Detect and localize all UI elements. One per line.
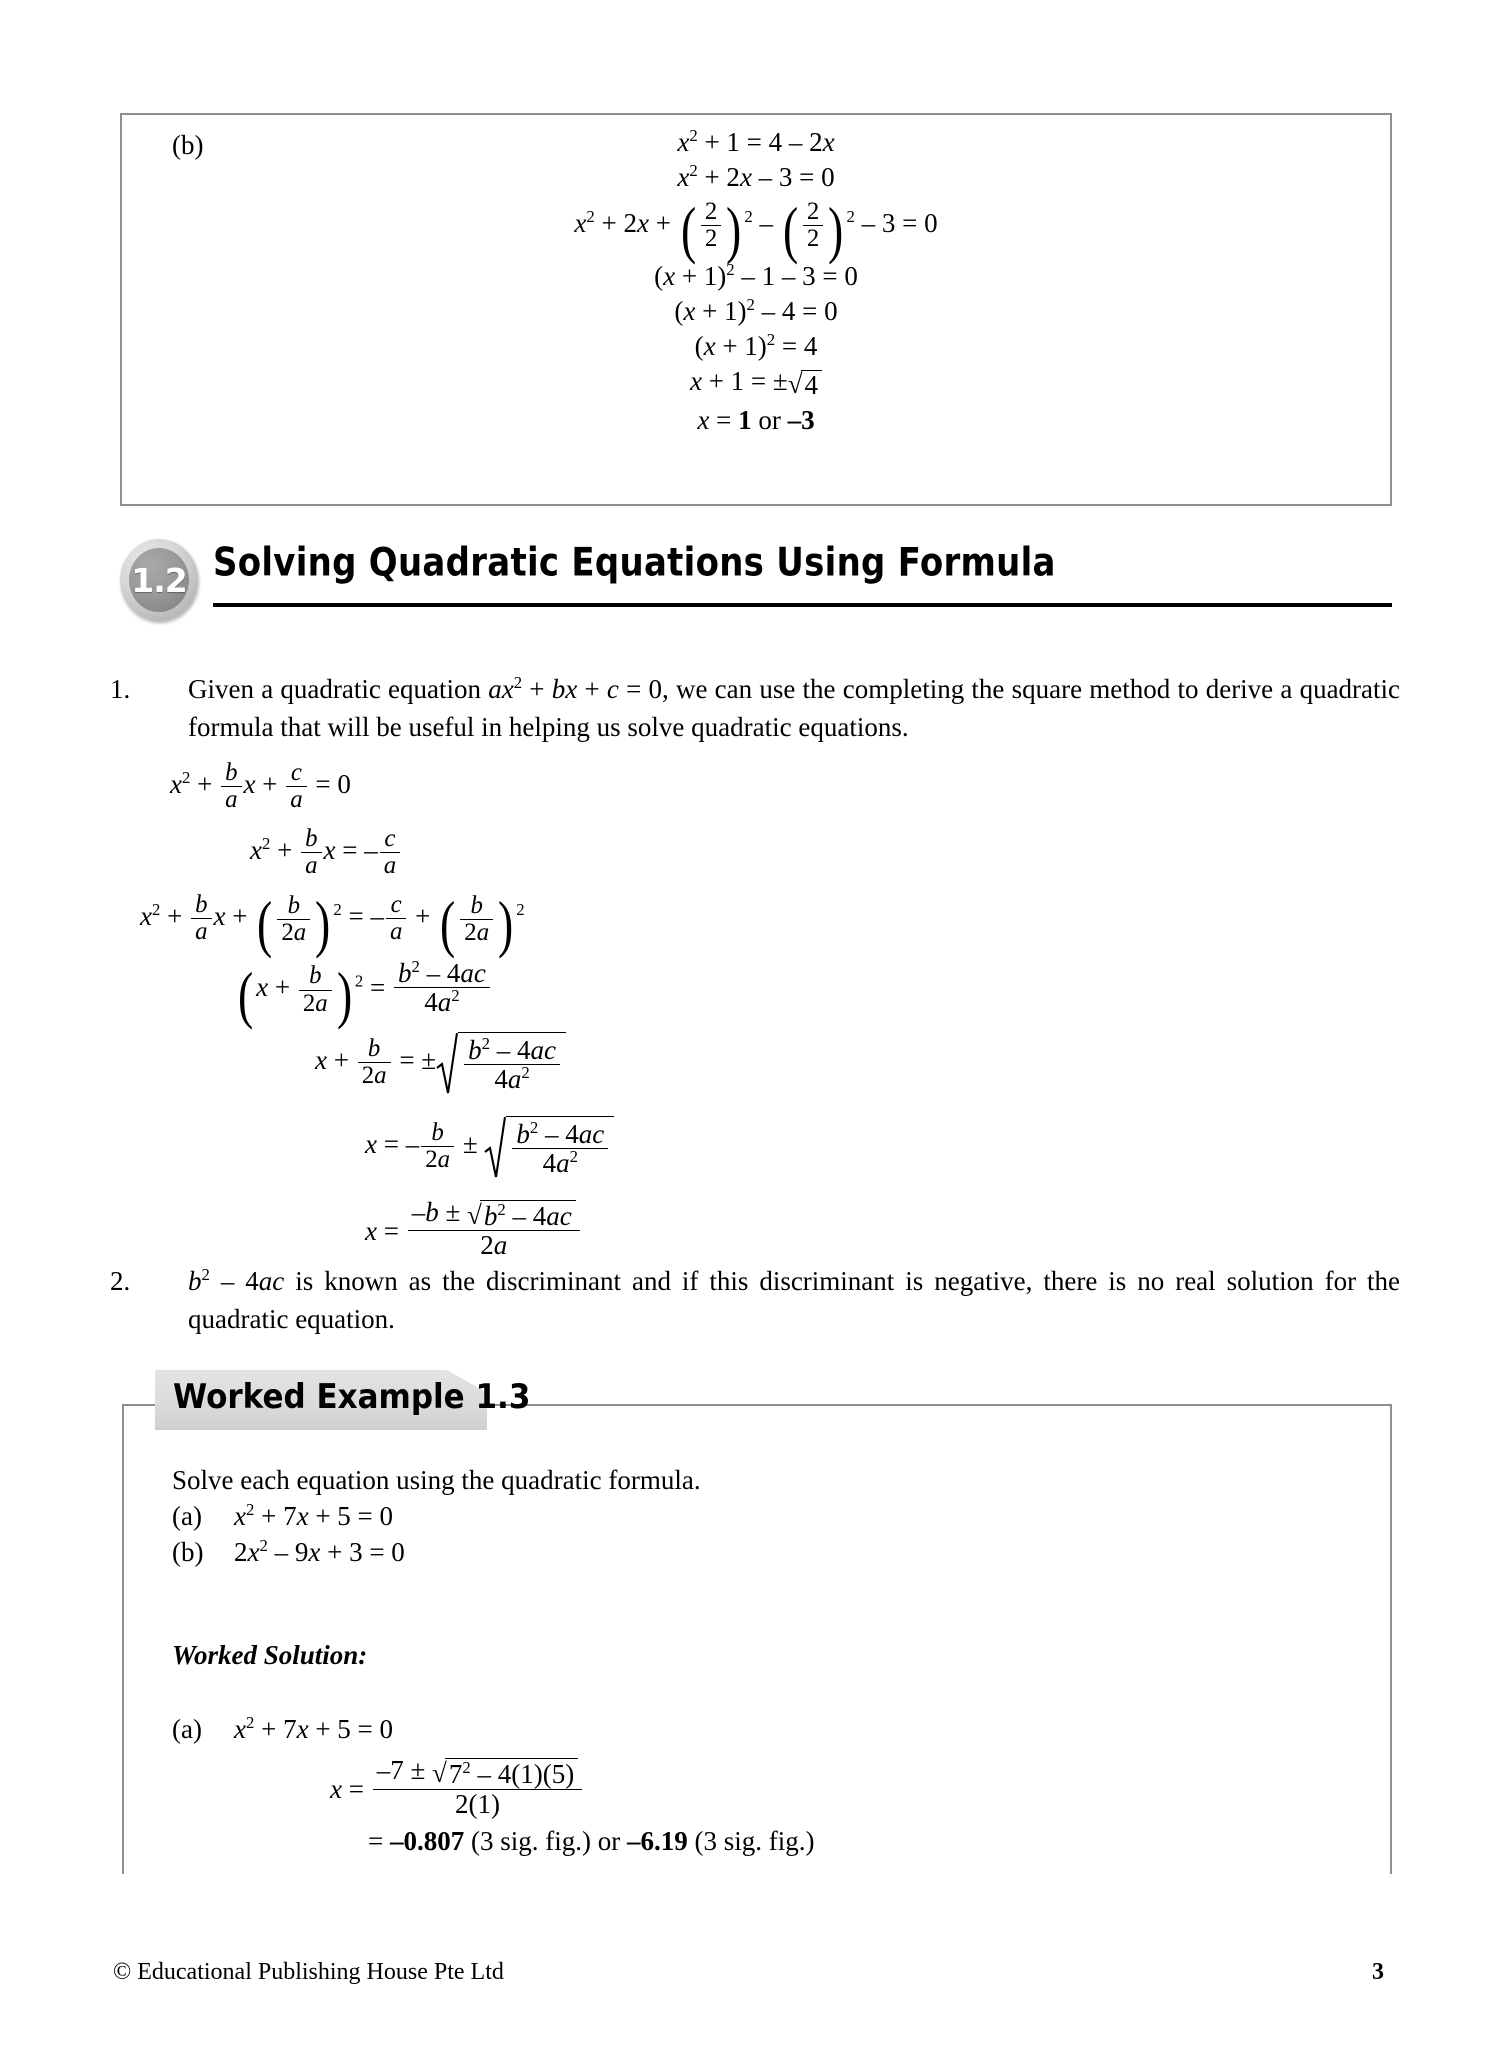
solution-equation: $x^2 + 7x + 5 = 0$ <box>234 1713 394 1744</box>
item-number: 1. <box>110 674 131 704</box>
equation-line: $x^2 + 1 = 4 - 2x$ <box>677 126 835 157</box>
equation-line: x = 1 or –3 <box>697 405 815 436</box>
item-body <box>188 1262 1400 1339</box>
solution-label: (a) <box>172 1714 202 1744</box>
equation-line: $(x + 1)^2 - 1 - 3 = 0$ <box>654 260 858 292</box>
equation-line: $(x + 1)^2 - 4 = 0$ <box>674 295 838 327</box>
worked-example-intro <box>172 1462 701 1571</box>
result-value-1: –0.807 <box>389 1826 465 1856</box>
derivation-line: x = $\frac{-b \pm √b^2 - 4ac}{2a}$ <box>140 1198 900 1260</box>
worked-solution-heading: Worked Solution: <box>172 1640 368 1670</box>
item-text-part2: , we can use the completing the square method to derive a quadratic formula that will be useful in helping us solve quadratic equations. <box>188 674 1401 743</box>
item-text-part2: is known as the discriminant and if this discriminant is negative, there is no real solution for the quadratic equation. <box>188 1266 1401 1335</box>
item-text-part1: Given a quadratic equation <box>188 674 489 704</box>
section-number-label: 1.2 <box>131 560 187 600</box>
worked-example-tab-label: Worked Example 1.3 <box>173 1378 531 1417</box>
section-number-badge <box>120 539 198 621</box>
answer-box-label: (b) <box>172 130 204 160</box>
result-note-2: (3 sig. fig.) <box>687 1826 815 1856</box>
footer-page-number: 3 <box>1372 1959 1384 1985</box>
result-note-1: (3 sig. fig.) or <box>464 1826 627 1856</box>
inline-equation: $b^2 - 4ac$ <box>188 1265 285 1296</box>
equation-line: x + 1 = ±√4 <box>122 368 1390 399</box>
derivation-line: $x^2$ + $\frac{b}{a}$ x + ( $\frac{b}{2a}$ ) $^2$ = – $\frac{c}{a}$ + ( $\frac{b}{2a}$ ) $^2$ <box>140 887 525 959</box>
equation-line: $(x + 1)^2 = 4$ <box>694 330 818 362</box>
derivation-line: x = – $\frac{b}{2a}$ ± $\frac{b^2 - 4ac}{4a^2}$ <box>140 1114 900 1180</box>
derivation-line: $x^2$ + $\frac{b}{a}$ x = – $\frac{c}{a}$ <box>140 826 900 879</box>
worked-example-question-b <box>172 1534 701 1570</box>
worked-example-instruction: Solve each equation using the quadratic formula. <box>172 1465 701 1495</box>
worked-example-question-a <box>172 1498 701 1534</box>
inline-equation: $ax^2$ + bx + c = 0 <box>488 673 663 704</box>
answer-box-equations <box>122 126 1390 442</box>
derivation-line: ( x + $\frac{b}{2a}$ ) $^2$ = $\frac{b^2 - 4ac}{4a^2}$ <box>140 959 900 1017</box>
item-body <box>188 670 1400 747</box>
question-label: (a) <box>172 1501 202 1532</box>
section-rule <box>213 603 1392 607</box>
section-header <box>120 535 1392 625</box>
question-equation: $2x^2 - 9x + 3 = 0$ <box>234 1536 405 1568</box>
question-label: (b) <box>172 1537 204 1568</box>
result-value-2: –6.19 <box>626 1826 688 1856</box>
equation-line: $x^2 + 2x$ + ( $\frac{2}{2}$ ) $^2$ – ( $\frac{2}{2}$ ) $^2$ – 3 = 0 <box>574 194 938 266</box>
derivation-equations <box>140 760 900 1273</box>
worked-solution-a-result <box>368 1826 814 1857</box>
question-equation: $x^2 + 7x + 5 = 0$ <box>234 1500 394 1532</box>
numbered-item-1 <box>110 670 1400 747</box>
equation-line: $x^2 + 2x - 3 = 0$ <box>677 161 835 192</box>
numbered-item-2 <box>110 1262 1400 1339</box>
result-prefix: = <box>368 1826 390 1856</box>
item-number: 2. <box>110 1266 131 1296</box>
worked-solution-a-formula: x = $\frac{-7 \pm √7^2 - 4(1)(5)}{2(1)}$ <box>330 1756 584 1818</box>
derivation-line: $x^2$ + $\frac{b}{a}$ x + $\frac{c}{a}$ = 0 <box>170 759 351 814</box>
worked-solution-a-label <box>172 1714 393 1745</box>
derivation-line: x + $\frac{b}{2a}$ = ± $\frac{b^2 - 4ac}{4a^2}$ <box>140 1030 900 1096</box>
section-title: Solving Quadratic Equations Using Formula <box>213 541 1056 586</box>
footer-copyright: © Educational Publishing House Pte Ltd <box>113 1959 504 1985</box>
answer-box <box>120 113 1392 506</box>
